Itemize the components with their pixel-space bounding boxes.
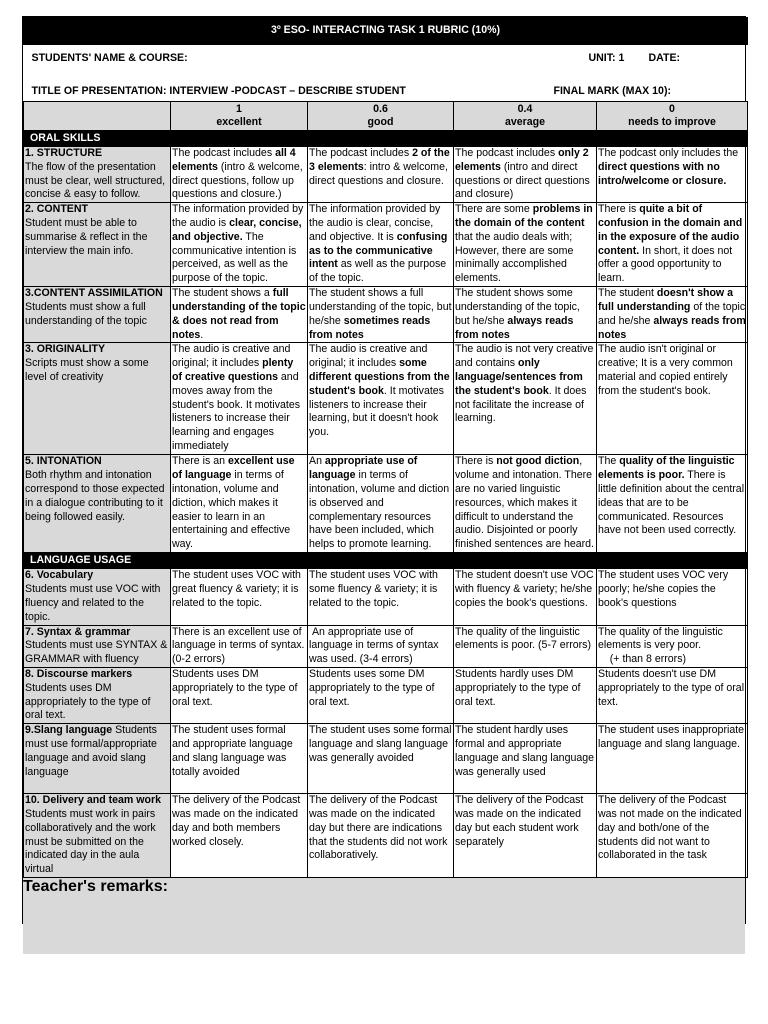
- descriptor-cell-average: [454, 625, 597, 667]
- descriptor-cell-excellent: [171, 287, 308, 343]
- level-header-average: [454, 102, 597, 131]
- header-blank-cell: [24, 102, 171, 131]
- descriptor-text: The student shows some understanding of the topic, but he/she: [455, 287, 583, 327]
- criterion-cell: [24, 667, 171, 723]
- final-mark-label: FINAL MARK (MAX 10):: [553, 85, 672, 98]
- section-title: ORAL SKILLS: [24, 131, 748, 147]
- descriptor-cell-average: [454, 455, 597, 553]
- criterion-cell: [24, 343, 171, 455]
- descriptor-cell-excellent: [171, 724, 308, 794]
- criterion-description: Students must work in pairs collaboratively and the work must be submitted on the indicated day in the aula virtual: [25, 807, 156, 876]
- descriptor-cell-needs-to-improve: [597, 625, 748, 667]
- descriptor-text: The information provided by the audio is: [172, 203, 307, 229]
- descriptor-text: Students doesn't use DM appropriately to the type of oral text.: [598, 667, 747, 708]
- level-header-needs-to-improve: [597, 102, 748, 131]
- descriptor-text: . It motivates listeners to increase their learning, but it doesn't hook you.: [309, 384, 447, 439]
- descriptor-text: always reads from notes: [455, 314, 577, 341]
- descriptor-text: not good diction: [496, 455, 580, 468]
- descriptor-text: . It does not facilitate the increase of learning.: [455, 384, 590, 425]
- descriptor-cell-excellent: [171, 794, 308, 878]
- descriptor-text: problems in the domain of the content: [455, 203, 596, 229]
- descriptor-text: The student uses VOC very poorly; he/she copies the book's questions: [598, 569, 732, 609]
- level-name: average: [504, 116, 546, 128]
- criterion-row: [24, 455, 748, 553]
- descriptor-text: plenty of creative questions: [172, 357, 297, 383]
- descriptor-cell-excellent: [171, 667, 308, 723]
- descriptor-text: in terms of intonation, volume and diction, which makes it easier to learn in an entertaining and effective way.: [172, 469, 294, 551]
- descriptor-text: some different questions from the student's book: [309, 357, 453, 397]
- descriptor-text: The delivery of the Podcast was not made on the indicated day and both/one of the students did not want to collaborated in the task: [598, 794, 745, 862]
- descriptor-text: The student uses formal and appropriate language and slang language was totally avoided: [172, 724, 296, 778]
- descriptor-text: There is an: [172, 455, 228, 468]
- descriptor-text: There is little definition about the central ideas that are to be communicated. Resources have not been used correctly.: [598, 469, 748, 537]
- section-header-row: [24, 131, 748, 147]
- criterion-cell: [24, 455, 171, 553]
- descriptor-cell-good: [308, 625, 454, 667]
- criterion-title: 2. CONTENT: [25, 203, 88, 216]
- criterion-title: 5. INTONATION: [25, 455, 102, 468]
- descriptor-text: An: [309, 455, 325, 468]
- descriptor-cell-good: [308, 287, 454, 343]
- criterion-description: Students uses DM appropriately to the type of oral text.: [25, 681, 151, 722]
- descriptor-text: There is: [598, 203, 640, 216]
- descriptor-text: The student doesn't use VOC with fluency & variety; he/she copies the book's questions.: [455, 569, 597, 609]
- criterion-row: [24, 625, 748, 667]
- descriptor-text: quite a bit of confusion in the domain and in the exposure of the audio content.: [598, 203, 746, 257]
- level-score: 0.6: [373, 103, 388, 115]
- rubric-title: 3º ESO- INTERACTING TASK 1 RUBRIC (10%): [24, 18, 748, 45]
- criterion-description: Scripts must show a some level of creativity: [25, 357, 149, 383]
- descriptor-text: The quality of the linguistic elements is very poor. (+ than 8 errors): [598, 625, 723, 666]
- descriptor-text: The podcast only includes the: [598, 147, 742, 159]
- criterion-cell: [24, 724, 171, 794]
- descriptor-text: The delivery of the Podcast was made on the indicated day but each student work separately: [455, 794, 587, 848]
- descriptor-cell-needs-to-improve: [597, 147, 748, 203]
- descriptor-text: The audio is creative and original; it includes: [172, 343, 294, 370]
- descriptor-text: There are some: [455, 203, 533, 216]
- level-score: 0.4: [517, 103, 533, 115]
- descriptor-text: .: [200, 328, 204, 341]
- descriptor-text: The student shows a: [172, 287, 273, 300]
- descriptor-text: In short, it does not offer a good opportunity to learn.: [598, 244, 736, 285]
- descriptor-cell-good: [308, 343, 454, 455]
- descriptor-text: direct questions with no intro/welcome or closure.: [598, 160, 727, 187]
- descriptor-text: Students uses DM appropriately to the type of oral text.: [172, 667, 301, 708]
- criterion-row: [24, 343, 748, 455]
- descriptor-text: The student uses inappropriate language and slang language.: [598, 724, 748, 750]
- descriptor-text: excellent use of language: [172, 455, 298, 482]
- descriptor-text: in terms of intonation, volume and diction is observed and complementary resources have been included, which helps to promote learning.: [309, 469, 453, 551]
- descriptor-text: full understanding of the topic & does not read from notes: [172, 287, 309, 341]
- date-label: DATE:: [648, 51, 681, 64]
- level-header-good: [308, 102, 454, 131]
- descriptor-cell-needs-to-improve: [597, 203, 748, 287]
- descriptor-cell-good: [308, 147, 454, 203]
- criterion-cell: [24, 203, 171, 287]
- descriptor-text: only language/sentences from the student's book: [455, 357, 586, 397]
- level-name: good: [367, 116, 394, 128]
- descriptor-cell-average: [454, 343, 597, 455]
- descriptor-cell-average: [454, 667, 597, 723]
- descriptor-text: The audio is not very creative and contains: [455, 343, 597, 370]
- rubric-table: [23, 17, 748, 878]
- level-header-excellent: [171, 102, 308, 131]
- criterion-row: [24, 147, 748, 203]
- descriptor-text: The audio isn't original or creative; It is a very common material and copied entirely from the student's book.: [598, 343, 736, 397]
- level-score: 1: [236, 103, 242, 115]
- descriptor-cell-excellent: [171, 625, 308, 667]
- criterion-row: [24, 794, 748, 878]
- descriptor-cell-needs-to-improve: [597, 343, 748, 455]
- descriptor-text: The information provided by the audio is clear, concise, and objective. It is: [309, 203, 444, 243]
- descriptor-text: and moves away from the student's book. It motivates listeners to increase their learning and engages immediately: [172, 370, 303, 452]
- levels-header-row: [24, 102, 748, 131]
- descriptor-text: Students hardly uses DM appropriately to the type of oral text.: [455, 667, 584, 708]
- criterion-row: [24, 569, 748, 625]
- descriptor-text: The podcast includes: [172, 147, 276, 159]
- criterion-cell: [24, 625, 171, 667]
- descriptor-cell-needs-to-improve: [597, 724, 748, 794]
- student-info: [24, 45, 748, 101]
- criterion-title: 3.CONTENT ASSIMILATION: [25, 287, 163, 300]
- descriptor-text: confusing as to the communicative intent: [309, 230, 451, 271]
- descriptor-cell-needs-to-improve: [597, 287, 748, 343]
- criterion-description: Students must use formal/appropriate language and avoid slang language: [25, 724, 157, 778]
- criterion-title: 10. Delivery and team work: [25, 794, 162, 807]
- descriptor-cell-needs-to-improve: [597, 569, 748, 625]
- descriptor-text: Students uses some DM appropriately to the type of oral text.: [309, 667, 438, 708]
- descriptor-cell-good: [308, 203, 454, 287]
- descriptor-text: The student uses some formal language and slang language was generally avoided: [309, 724, 455, 764]
- criterion-row: [24, 667, 748, 723]
- teachers-remarks-box[interactable]: [23, 878, 745, 954]
- descriptor-cell-excellent: [171, 455, 308, 553]
- descriptor-cell-excellent: [171, 343, 308, 455]
- criterion-title: 9.Slang language: [25, 724, 113, 737]
- descriptor-cell-good: [308, 724, 454, 794]
- criterion-description: The flow of the presentation must be clear, well structured, concise & easy to follow.: [25, 160, 166, 201]
- criterion-cell: [24, 569, 171, 625]
- descriptor-cell-excellent: [171, 203, 308, 287]
- unit-label: UNIT: 1: [588, 51, 625, 64]
- criterion-description: Students must use VOC with fluency and related to the topic.: [25, 583, 161, 623]
- teachers-remarks-label: Teacher's remarks:: [23, 877, 168, 895]
- descriptor-text: The communicative intention is perceived, as well as the purpose of the topic.: [172, 230, 300, 285]
- presentation-title-label: TITLE OF PRESENTATION: INTERVIEW -PODCAST – DESCRIBE STUDENT: [31, 85, 406, 98]
- descriptor-text: An appropriate use of language in terms of syntax was used. (3-4 errors): [309, 625, 442, 666]
- descriptor-text: all 4 elements: [172, 147, 299, 173]
- descriptor-text: doesn't show a full understanding: [598, 287, 736, 313]
- section-title: LANGUAGE USAGE: [24, 553, 748, 569]
- descriptor-cell-good: [308, 455, 454, 553]
- descriptor-cell-excellent: [171, 147, 308, 203]
- descriptor-text: The audio is creative and original; it includes: [309, 343, 431, 370]
- criterion-row: [24, 724, 748, 794]
- descriptor-cell-average: [454, 147, 597, 203]
- descriptor-cell-average: [454, 203, 597, 287]
- descriptor-text: clear, concise, and objective.: [172, 216, 305, 243]
- descriptor-text: (intro & welcome, direct questions, follow up questions and closure.): [172, 160, 306, 201]
- descriptor-text: 2 of the 3 elements: [309, 147, 453, 173]
- descriptor-cell-good: [308, 667, 454, 723]
- descriptor-text: always reads from notes: [598, 314, 749, 341]
- descriptor-text: The: [598, 455, 620, 468]
- criterion-title: 7. Syntax & grammar: [25, 625, 131, 638]
- descriptor-cell-needs-to-improve: [597, 667, 748, 723]
- descriptor-text: The quality of the linguistic elements is poor. (5-7 errors): [455, 625, 592, 652]
- descriptor-cell-needs-to-improve: [597, 794, 748, 878]
- students-name-label: STUDENTS' NAME & COURSE:: [31, 51, 188, 64]
- descriptor-text: The delivery of the Podcast was made on the indicated day but there are indications that the students did not work collaboratively.: [309, 794, 451, 862]
- criterion-description: Students must use SYNTAX & GRAMMAR with fluency: [25, 639, 168, 666]
- criterion-title: 8. Discourse markers: [25, 667, 133, 680]
- descriptor-text: The student uses VOC with some fluency & variety; it is related to the topic.: [309, 569, 441, 609]
- descriptor-text: as well as the purpose of the topic.: [309, 258, 450, 285]
- descriptor-cell-average: [454, 287, 597, 343]
- level-name: excellent: [216, 116, 262, 128]
- descriptor-cell-average: [454, 569, 597, 625]
- descriptor-text: of the topic and he/she: [598, 300, 749, 327]
- descriptor-cell-excellent: [171, 569, 308, 625]
- level-score: 0: [669, 103, 675, 115]
- criterion-title: 3. ORIGINALITY: [25, 343, 106, 356]
- rubric-sheet: [22, 16, 749, 924]
- descriptor-cell-good: [308, 794, 454, 878]
- section-header-row: [24, 553, 748, 569]
- criterion-cell: [24, 287, 171, 343]
- descriptor-cell-average: [454, 794, 597, 878]
- descriptor-text: (intro and direct questions or direct questions and closure): [455, 160, 593, 201]
- criterion-cell: [24, 794, 171, 878]
- descriptor-text: The delivery of the Podcast was made on the indicated day and both members worked closely.: [172, 794, 304, 848]
- criterion-title: 6. Vocabulary: [25, 569, 94, 582]
- descriptor-text: quality of the linguistic elements is poor.: [598, 455, 738, 482]
- criterion-description: Students must show a full understanding of the topic: [25, 300, 147, 327]
- descriptor-text: The student hardly uses formal and appropriate language and slang language was generally used: [455, 724, 597, 778]
- criterion-title: 1. STRUCTURE: [25, 147, 103, 159]
- descriptor-text: The podcast includes: [309, 147, 413, 159]
- descriptor-text: The podcast includes: [455, 147, 559, 159]
- descriptor-text: There is an excellent use of language in terms of syntax. (0-2 errors): [172, 625, 308, 666]
- descriptor-text: appropriate use of language: [309, 455, 421, 482]
- descriptor-cell-needs-to-improve: [597, 455, 748, 553]
- descriptor-text: sometimes reads from notes: [309, 314, 434, 341]
- descriptor-text: that the audio deals with; However, there are some minimally accomplished elements.: [455, 216, 588, 285]
- descriptor-cell-average: [454, 724, 597, 794]
- criterion-cell: [24, 147, 171, 203]
- level-name: needs to improve: [628, 116, 716, 128]
- criterion-row: [24, 287, 748, 343]
- descriptor-text: , volume and intonation. There are no varied linguistic resources, which makes it difficult to understand the audio. Disjointed or poorly finished sentences are heard.: [455, 455, 595, 551]
- criterion-description: Student must be able to summarise & reflect in the interview the main info.: [25, 216, 148, 257]
- criterion-row: [24, 203, 748, 287]
- descriptor-text: The student shows a full understanding of the topic, but he/she: [309, 287, 455, 327]
- descriptor-cell-good: [308, 569, 454, 625]
- descriptor-text: There is: [455, 455, 497, 468]
- descriptor-text: The student: [598, 287, 657, 300]
- criterion-description: Both rhythm and intonation correspond to those expected in a dialogue contributing to it being followed easily.: [25, 469, 165, 523]
- descriptor-text: The student uses VOC with great fluency & variety; it is related to the topic.: [172, 569, 304, 609]
- descriptor-text: only 2 elements: [455, 147, 592, 173]
- descriptor-text: : intro & welcome, direct questions and closure.: [309, 160, 451, 187]
